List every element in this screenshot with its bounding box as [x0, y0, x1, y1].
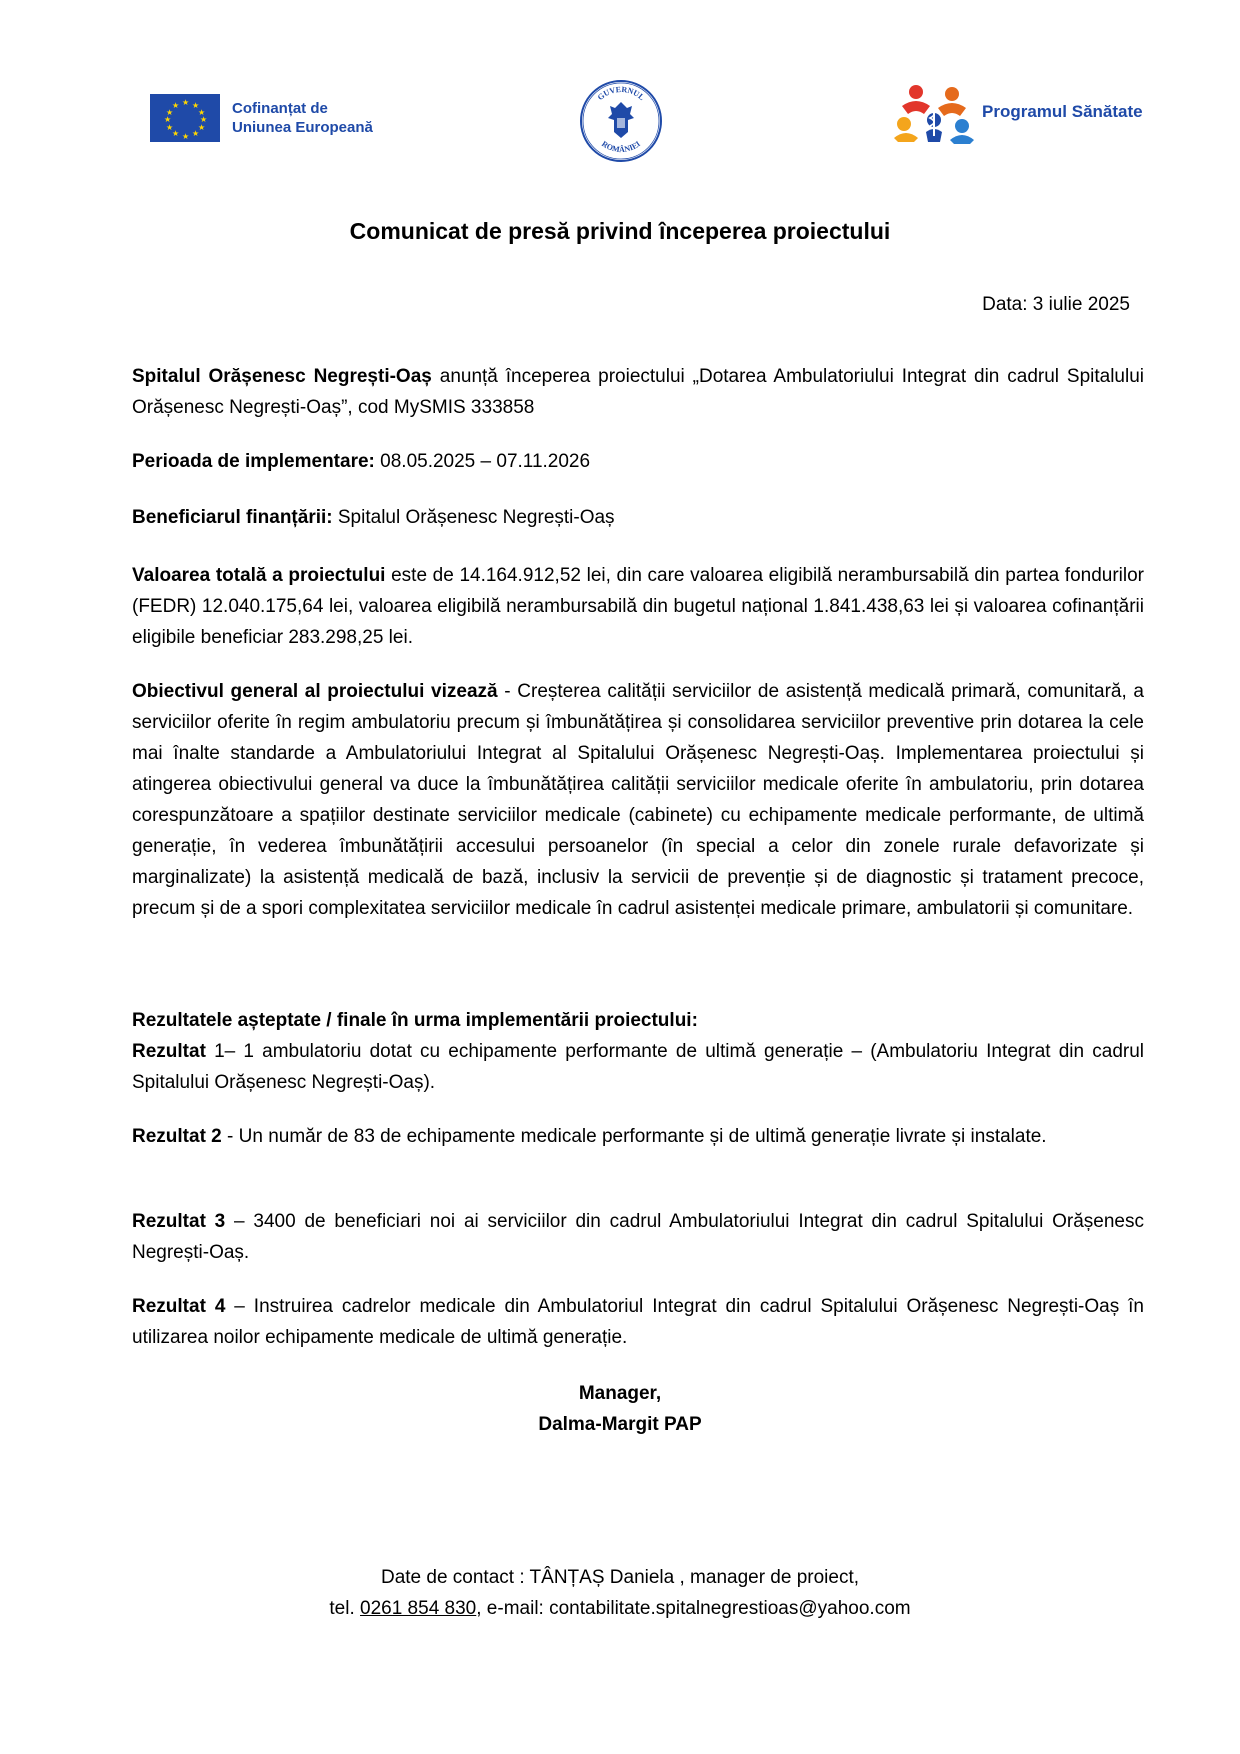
- result-label: Rezultat 4: [132, 1296, 226, 1317]
- period-value: 08.05.2025 – 07.11.2026: [374, 451, 591, 472]
- result-item: [132, 1206, 1144, 1268]
- eu-flag-icon: ★ ★ ★ ★ ★ ★ ★ ★ ★ ★ ★ ★: [150, 94, 220, 142]
- results-section: [132, 1005, 1144, 1098]
- results-heading: Rezultatele așteptate / finale în urma implementării proiectului:: [132, 1010, 698, 1031]
- svg-text:ROMÂNIEI: [600, 139, 642, 154]
- result-label: Rezultat: [132, 1041, 206, 1062]
- gov-seal-bottom-text: ROMÂNIEI: [600, 139, 642, 155]
- result-text: – 3400 de beneficiari noi ai serviciilor din cadrul Ambulatoriului Integrat din cadrul Spitalului Orășenesc Negrești-Oaș.: [132, 1211, 1145, 1263]
- objective-paragraph: [132, 676, 1144, 924]
- contact-block: [0, 1562, 1240, 1624]
- result-text: – Instruirea cadrelor medicale din Ambulatoriul Integrat din cadrul Spitalului Orășenesc Negrești-Oaș în utilizarea noilor echipamente medicale de ultimă generație.: [132, 1296, 1144, 1348]
- eu-text-line2: Uniunea Europeană: [232, 119, 373, 136]
- objective-text: - Creșterea calității serviciilor de asistență medicală primară, comunitară, a serviciilor oferite în regim ambulatoriu precum și îmbunătățirea și consolidarea serviciilor preventive prin dotarea la cele mai înalte standarde a Ambulatoriului Integrat al Spitalului Orășenesc Negrești-Oaș. Implementarea proiectului și atingerea obiectivului general va duce la îmbunătățirea calității serviciilor medicale oferite în ambulatoriu, prin dotarea corespunzătoare a spațiilor destinate serviciilor medicale (cabinete) cu echipamente medicale performante, de ultimă generație, în vederea îmbunătățirii accesului persoanelor (în special a celor din zonele rurale defavorizate și marginalizate) la asistență medicală de bază, inclusiv la servicii de prevenție și de diagnostic și tratament precoce, precum și de a spori complexitatea serviciilor medicale în cadrul asistenței medicale primare, ambulatorii și comunitare.: [132, 681, 1144, 919]
- implementation-period: [132, 446, 1144, 477]
- value-text: este de 14.164.912,52 lei, din care valoarea eligibilă nerambursabilă din partea fondurilor (FEDR) 12.040.175,64 lei, valoarea eligibilă nerambursabilă din bugetul național 1.841.438,63 lei și valoarea cofinanțării eligibile beneficiar 283.298,25 lei.: [132, 565, 1144, 648]
- document-date: Data: 3 iulie 2025: [982, 294, 1130, 315]
- eu-text-line1: Cofinanțat de: [232, 100, 328, 117]
- phone-link[interactable]: 0261 854 830: [360, 1598, 477, 1619]
- signature-block: [0, 1378, 1240, 1440]
- signature-role: Manager,: [578, 1383, 662, 1404]
- intro-paragraph: [132, 361, 1144, 423]
- programul-sanatate-logo: [892, 80, 1143, 144]
- result-label: Rezultat 3: [132, 1211, 226, 1232]
- logo-bar: [0, 78, 1240, 158]
- result-text: 1– 1 ambulatoriu dotat cu echipamente performante de ultimă generație – (Ambulatoriu Integrat din cadrul Spitalului Orășenesc Negrești-Oaș).: [132, 1041, 1144, 1093]
- contact-line: Date de contact : TÂNȚAȘ Daniela , manager de proiect,: [380, 1567, 860, 1588]
- eu-logo: [150, 94, 373, 142]
- email-text: , e-mail: contabilitate.spitalnegrestioas@yahoo.com: [476, 1598, 911, 1619]
- intro-text: anunță începerea proiectului „Dotarea Ambulatoriului Integrat din cadrul Spitalului Orășenesc Negrești-Oaș”, cod MySMIS 333858: [132, 366, 1145, 418]
- beneficiary: [132, 502, 1144, 533]
- gov-seal-top-text: GUVERNUL: [595, 84, 647, 103]
- result-item: [132, 1036, 1144, 1098]
- page-title: Comunicat de presă privind începerea proiectului: [349, 218, 891, 244]
- period-label: Perioada de implementare:: [132, 451, 375, 472]
- result-label: Rezultat 2: [132, 1126, 222, 1147]
- signature-name: Dalma-Margit PAP: [538, 1414, 702, 1435]
- health-program-icon: [892, 80, 976, 144]
- result-item: [132, 1291, 1144, 1353]
- beneficiary-value: Spitalul Orășenesc Negrești-Oaș: [332, 507, 615, 528]
- result-text: - Un număr de 83 de echipamente medicale performante și de ultimă generație livrate și instalate.: [221, 1126, 1047, 1147]
- romanian-government-seal-icon: [578, 78, 664, 164]
- objective-label: Obiectivul general al proiectului vizează: [132, 681, 498, 702]
- tel-prefix: tel.: [329, 1598, 361, 1619]
- beneficiary-label: Beneficiarul finanțării:: [132, 507, 333, 528]
- value-label: Valoarea totală a proiectului: [132, 565, 386, 586]
- program-name: Programul Sănătate: [982, 102, 1143, 121]
- project-value-paragraph: [132, 560, 1144, 653]
- result-item: [132, 1121, 1144, 1152]
- intro-hospital-name: Spitalul Orășenesc Negrești-Oaș: [132, 366, 432, 387]
